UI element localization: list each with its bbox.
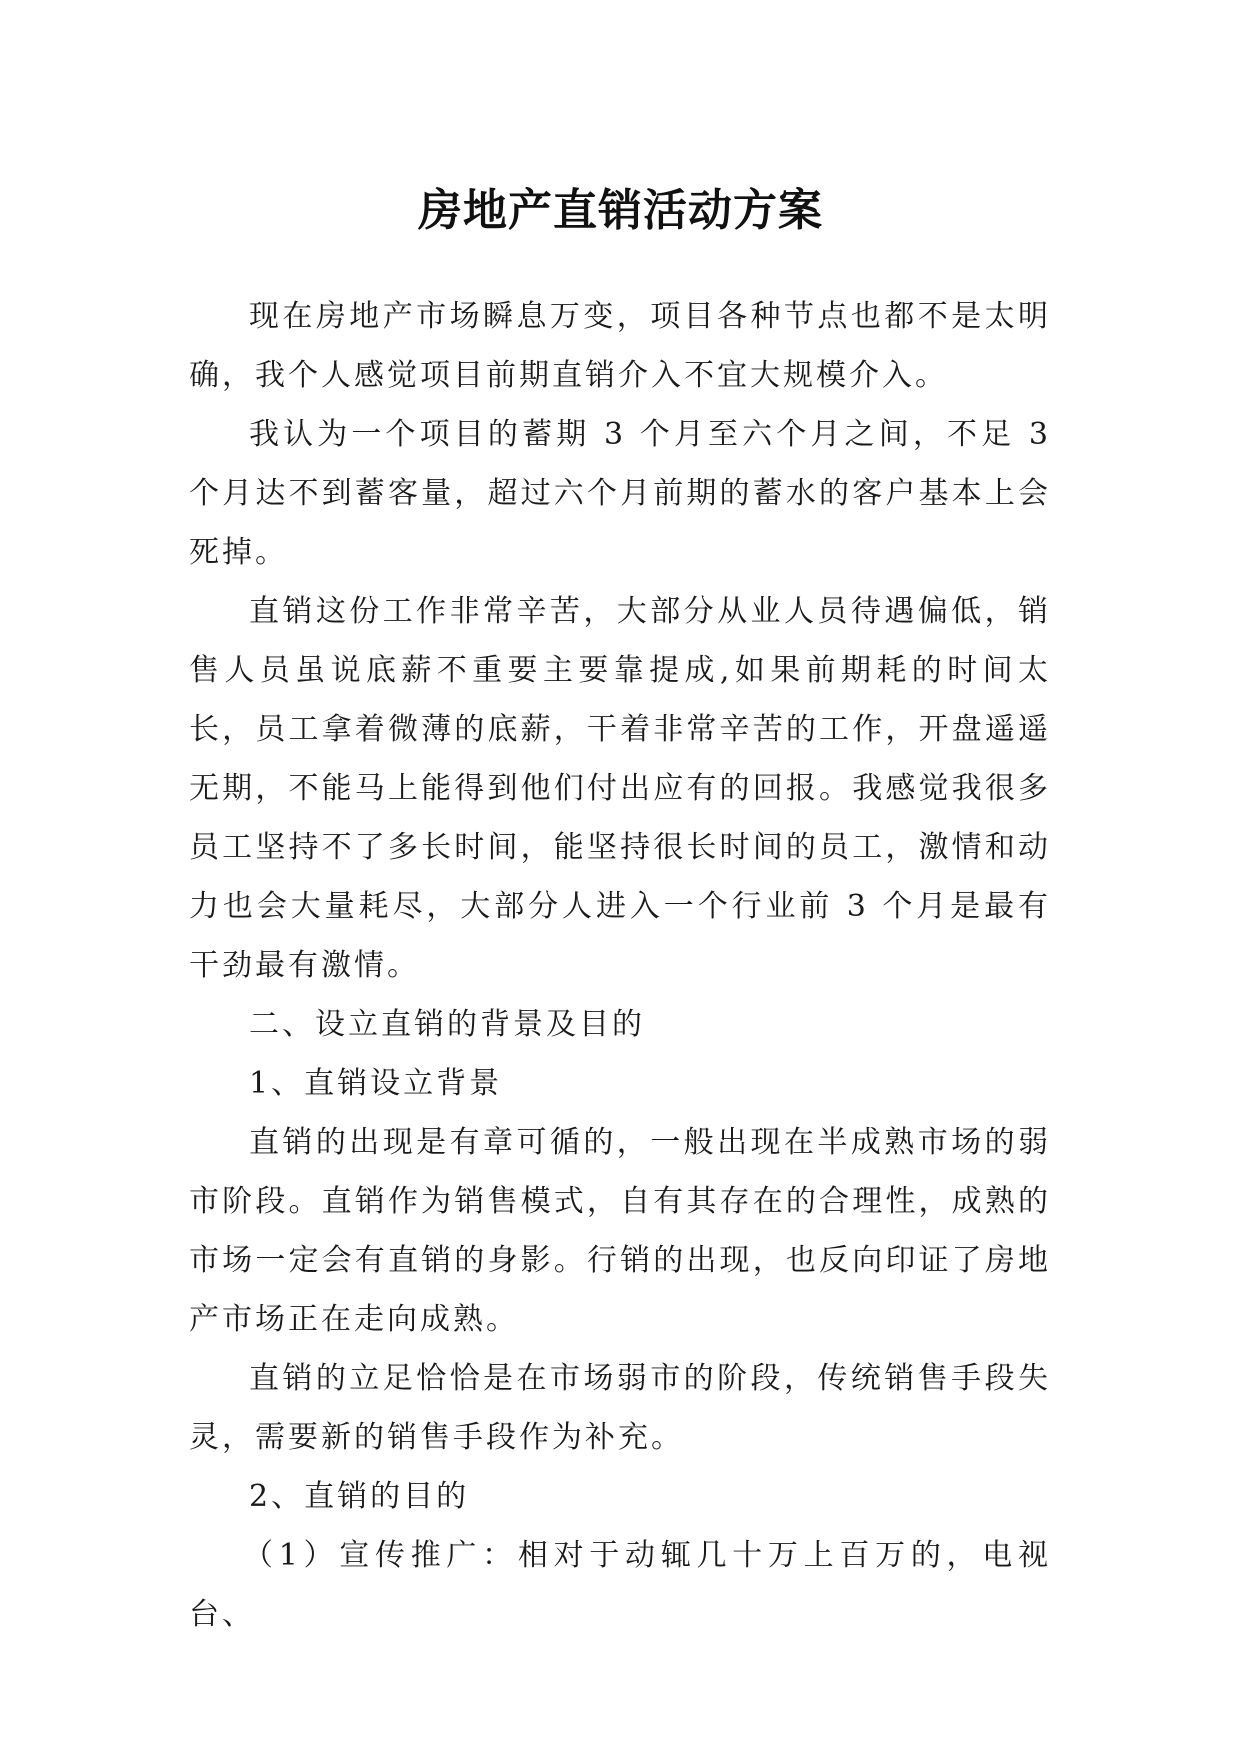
paragraph-background: 直销的出现是有章可循的，一般出现在半成熟市场的弱市阶段。直销作为销售模式，自有其存在的合理性，成熟的市场一定会有直销的身影。行销的出现，也反向印证了房地产市场正在走向成熟。: [189, 1125, 1051, 1337]
section-heading-background-purpose: 二、设立直销的背景及目的: [249, 1007, 645, 1042]
paragraph-hardship: 直销这份工作非常辛苦，大部分从业人员待遇偏低，销售人员虽说底薪不重要主要靠提成,如果前期耗的时间太长，员工拿着微薄的底薪，干着非常辛苦的工作，开盘遥遥无期，不能马上能得到他们付出应有的回报。我感觉我很多员工坚持不了多长时间，能坚持很长时间的员工，激情和动力也会大量耗尽，大部分人进入一个行业前 3 个月是最有干劲最有激情。: [189, 594, 1051, 983]
subheading-background: 1、直销设立背景: [249, 1066, 503, 1101]
paragraph-intro: 现在房地产市场瞬息万变，项目各种节点也都不是太明确，我个人感觉项目前期直销介入不宜大规模介入。: [189, 299, 1051, 393]
paragraph-period: 我认为一个项目的蓄期 3 个月至六个月之间，不足 3 个月达不到蓄客量，超过六个月前期的蓄水的客户基本上会死掉。: [189, 417, 1051, 570]
list-item-promotion: （1）宣传推广：相对于动辄几十万上百万的，电视台、: [189, 1538, 1051, 1632]
paragraph-weak-market: 直销的立足恰恰是在市场弱市的阶段，传统销售手段失灵，需要新的销售手段作为补充。: [189, 1361, 1051, 1455]
document-body: [189, 287, 1051, 1644]
document-title: 房地产直销活动方案: [418, 185, 823, 237]
subheading-purpose: 2、直销的目的: [249, 1479, 470, 1514]
